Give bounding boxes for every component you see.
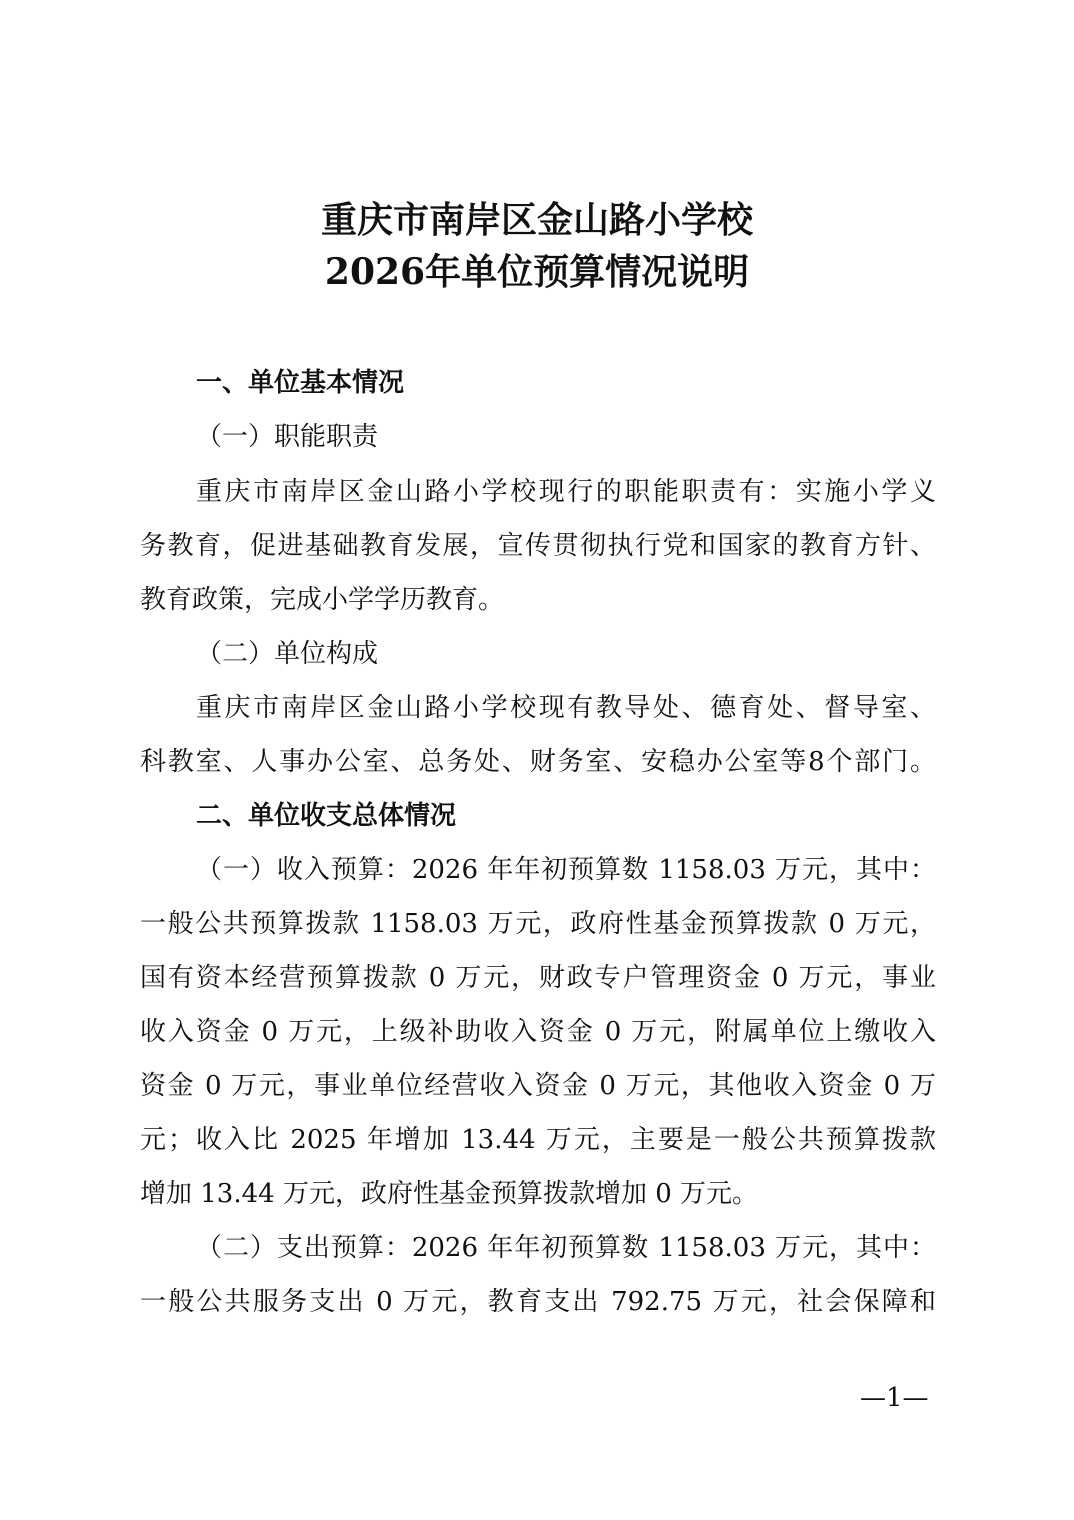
paragraph-line: 国有资本经营预算拨款 0 万元，财政专户管理资金 0 万元，事业 bbox=[140, 963, 936, 993]
section-heading-2: 二、单位收支总体情况 bbox=[196, 801, 457, 831]
paragraph-line: 增加 13.44 万元，政府性基金预算拨款增加 0 万元。 bbox=[140, 1179, 759, 1209]
paragraph-line: 科教室、人事办公室、总务处、财务室、安稳办公室等8个部门。 bbox=[140, 747, 936, 777]
subheading-duties: （一）职能职责 bbox=[196, 422, 379, 452]
paragraph-line: 重庆市南岸区金山路小学校现行的职能职责有：实施小学义 bbox=[196, 477, 936, 507]
paragraph-line: 务教育，促进基础教育发展，宣传贯彻执行党和国家的教育方针、 bbox=[140, 531, 936, 561]
paragraph-line: 元；收入比 2025 年增加 13.44 万元，主要是一般公共预算拨款 bbox=[140, 1125, 936, 1155]
section-heading-1: 一、单位基本情况 bbox=[196, 368, 405, 398]
title-line-1: 重庆市南岸区金山路小学校 bbox=[320, 199, 753, 241]
paragraph-line: 一般公共预算拨款 1158.03 万元，政府性基金预算拨款 0 万元， bbox=[140, 909, 936, 939]
paragraph-line: 资金 0 万元，事业单位经营收入资金 0 万元，其他收入资金 0 万 bbox=[140, 1071, 936, 1101]
paragraph-line: 一般公共服务支出 0 万元，教育支出 792.75 万元，社会保障和 bbox=[140, 1287, 936, 1317]
paragraph-line: 教育政策，完成小学学历教育。 bbox=[140, 585, 505, 615]
title-line-2: 2026年单位预算情况说明 bbox=[324, 251, 750, 293]
paragraph-line: （二）支出预算：2026 年年初预算数 1158.03 万元，其中： bbox=[196, 1233, 936, 1263]
paragraph-line: （一）收入预算：2026 年年初预算数 1158.03 万元，其中： bbox=[196, 855, 936, 885]
paragraph-line: 收入资金 0 万元，上级补助收入资金 0 万元，附属单位上缴收入 bbox=[140, 1017, 936, 1047]
page-number: —1— bbox=[860, 1383, 929, 1413]
paragraph-line: 重庆市南岸区金山路小学校现有教导处、德育处、督导室、 bbox=[196, 693, 936, 723]
subheading-composition: （二）单位构成 bbox=[196, 639, 379, 669]
